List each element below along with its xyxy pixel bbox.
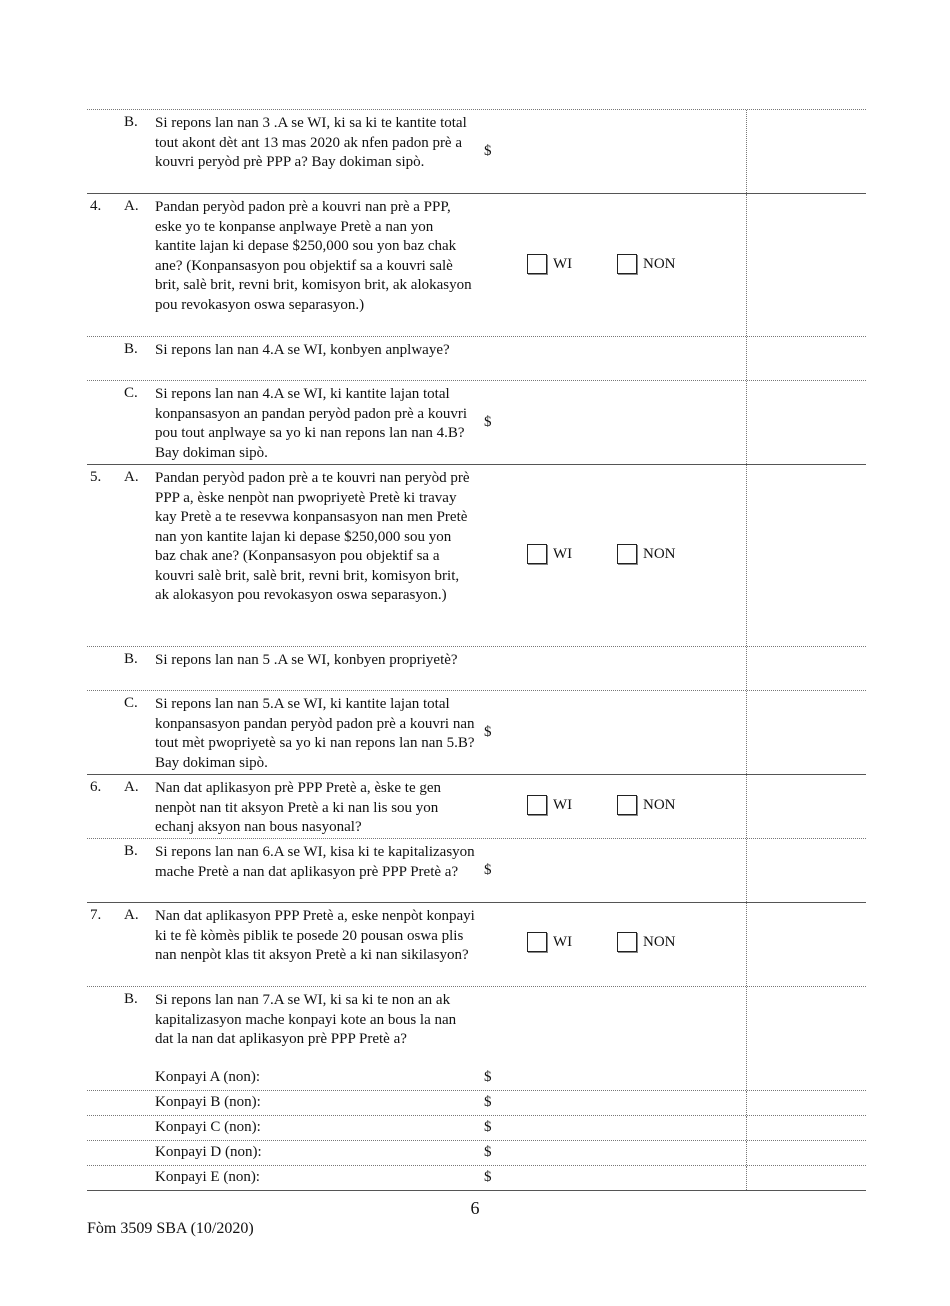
- column-divider: [746, 1141, 747, 1165]
- checkbox-square[interactable]: [617, 795, 637, 815]
- no-checkbox[interactable]: [617, 932, 676, 952]
- dollar-field[interactable]: $: [484, 414, 492, 430]
- checkbox-square[interactable]: [527, 795, 547, 815]
- question-text: Si repons lan nan 3 .A se WI, ki sa ki te kantite total tout akont dèt ant 13 mas 2020 ak nfen padon prè a kouvri peryòd prè PPP a? Bay dokiman sipò.: [155, 115, 467, 170]
- dollar-field[interactable]: $: [484, 862, 492, 878]
- question-row-5c: [87, 691, 866, 775]
- checkbox-square[interactable]: [527, 932, 547, 952]
- column-divider: [746, 987, 747, 1090]
- question-row-3b: [87, 110, 866, 194]
- dollar-field[interactable]: $: [484, 1094, 492, 1110]
- company-label: Konpayi B (non):: [155, 1094, 261, 1110]
- dollar-field[interactable]: $: [484, 1119, 492, 1135]
- no-checkbox[interactable]: [617, 795, 676, 815]
- checkbox-square[interactable]: [527, 254, 547, 274]
- question-letter: A.: [124, 469, 139, 485]
- column-divider: [746, 839, 747, 902]
- question-row-4a: [87, 194, 866, 337]
- question-text: Si repons lan nan 5.A se WI, ki kantite lajan total konpansasyon pandan peryòd padon prè a kouvri nan tout mèt pwopriyetè sa yo ki nan repons lan nan 5.B? Bay dokiman sipò.: [155, 696, 475, 771]
- dollar-field[interactable]: $: [484, 724, 492, 740]
- yes-checkbox[interactable]: [527, 544, 572, 564]
- question-number: 7.: [90, 907, 102, 923]
- company-label: Konpayi E (non):: [155, 1169, 260, 1185]
- question-letter: C.: [124, 695, 138, 711]
- yes-label: WI: [553, 933, 573, 950]
- dollar-field[interactable]: $: [484, 1144, 492, 1160]
- column-divider: [746, 1091, 747, 1115]
- company-label: Konpayi D (non):: [155, 1144, 262, 1160]
- page-number: 6: [470, 1198, 480, 1218]
- question-letter: C.: [124, 385, 138, 401]
- question-row-5b: [87, 647, 866, 691]
- dollar-field[interactable]: $: [484, 1069, 492, 1085]
- column-divider: [746, 381, 747, 464]
- question-letter: B.: [124, 991, 138, 1007]
- question-number: 4.: [90, 198, 102, 214]
- column-divider: [746, 337, 747, 380]
- yes-label: WI: [553, 796, 573, 813]
- checkbox-square[interactable]: [617, 254, 637, 274]
- yes-checkbox[interactable]: [527, 795, 572, 815]
- question-row-7a: [87, 903, 866, 987]
- dollar-field[interactable]: $: [484, 1169, 492, 1185]
- yes-label: WI: [553, 545, 573, 562]
- question-text: Pandan peryòd padon prè a kouvri nan prè a PPP, eske yo te konpanse anplwaye Pretè a nan yon kantite lajan ki depase $250,000 sou yon baz chak ane? (Konpansasyon pou objektif sa a kouvri salè brit, salè brit, revni brit, komisyon brit, ak alokasyon pou revokasyon oswa separasyon.): [155, 199, 472, 313]
- dollar-field[interactable]: $: [484, 143, 492, 159]
- question-row-4c: [87, 381, 866, 465]
- question-row-7b: [87, 987, 866, 1091]
- yes-checkbox[interactable]: [527, 254, 572, 274]
- yes-label: WI: [553, 255, 573, 272]
- checkbox-square[interactable]: [527, 544, 547, 564]
- form-footer: Fòm 3509 SBA (10/2020): [87, 1220, 254, 1237]
- column-divider: [746, 775, 747, 838]
- checkbox-square[interactable]: [617, 544, 637, 564]
- column-divider: [746, 110, 747, 193]
- column-divider: [746, 691, 747, 774]
- question-letter: B.: [124, 843, 138, 859]
- question-letter: B.: [124, 651, 138, 667]
- yes-checkbox[interactable]: [527, 932, 572, 952]
- question-text: Si repons lan nan 7.A se WI, ki sa ki te non an ak kapitalizasyon mache konpayi kote an bous la nan dat la nan dat aplikasyon prè PPP Pretè a?: [155, 992, 457, 1047]
- company-row-e: [87, 1166, 866, 1191]
- question-number: 5.: [90, 469, 102, 485]
- company-label: Konpayi A (non):: [155, 1069, 260, 1085]
- company-row-b: [87, 1091, 866, 1116]
- company-row-d: [87, 1141, 866, 1166]
- no-checkbox[interactable]: [617, 544, 676, 564]
- no-label: NON: [643, 933, 676, 950]
- question-text: Si repons lan nan 5 .A se WI, konbyen propriyetè?: [155, 652, 458, 668]
- column-divider: [746, 194, 747, 336]
- question-letter: A.: [124, 198, 139, 214]
- no-label: NON: [643, 796, 676, 813]
- question-letter: B.: [124, 114, 138, 130]
- company-label: Konpayi C (non):: [155, 1119, 261, 1135]
- checkbox-square[interactable]: [617, 932, 637, 952]
- question-row-6a: [87, 775, 866, 839]
- no-checkbox[interactable]: [617, 254, 676, 274]
- question-row-6b: [87, 839, 866, 903]
- question-letter: B.: [124, 341, 138, 357]
- column-divider: [746, 647, 747, 690]
- questionnaire-table: [87, 109, 866, 1191]
- no-label: NON: [643, 255, 676, 272]
- question-text: Pandan peryòd padon prè a te kouvri nan peryòd prè PPP a, èske nenpòt nan pwopriyetè Pretè ki travay kay Pretè a te resevwa konpansasyon nan men Pretè nan yon kantite lajan ki depase $250,000 sou yon baz chak ane? (Konpansasyon pou objektif sa a kouvri salè brit, salè brit, revni brit, komisyon brit, ak alokasyon pou revokasyon oswa separasyon.): [155, 470, 470, 603]
- question-row-4b: [87, 337, 866, 381]
- column-divider: [746, 1166, 747, 1190]
- question-text: Si repons lan nan 4.A se WI, konbyen anplwaye?: [155, 342, 450, 358]
- question-text: Nan dat aplikasyon PPP Pretè a, eske nenpòt konpayi ki te fè kòmès piblik te posede 20 pousan oswa plis nan nenpòt klas tit aksyon Pretè a ki nan sikilasyon?: [155, 908, 475, 963]
- question-row-5a: [87, 465, 866, 647]
- question-number: 6.: [90, 779, 102, 795]
- column-divider: [746, 1116, 747, 1140]
- question-text: Si repons lan nan 4.A se WI, ki kantite lajan total konpansasyon an pandan peryòd padon prè a kouvri pou tout anplwaye sa yo ki nan repons lan nan 4.B? Bay dokiman sipò.: [155, 386, 467, 461]
- column-divider: [746, 465, 747, 646]
- question-letter: A.: [124, 907, 139, 923]
- company-row-c: [87, 1116, 866, 1141]
- column-divider: [746, 903, 747, 986]
- question-text: Si repons lan nan 6.A se WI, kisa ki te kapitalizasyon mache Pretè a nan dat aplikasyon prè PPP Pretè a?: [155, 844, 475, 880]
- question-text: Nan dat aplikasyon prè PPP Pretè a, èske te gen nenpòt nan tit aksyon Pretè a ki nan lis sou yon echanj aksyon nan bous nasyonal?: [155, 780, 442, 835]
- no-label: NON: [643, 545, 676, 562]
- question-letter: A.: [124, 779, 139, 795]
